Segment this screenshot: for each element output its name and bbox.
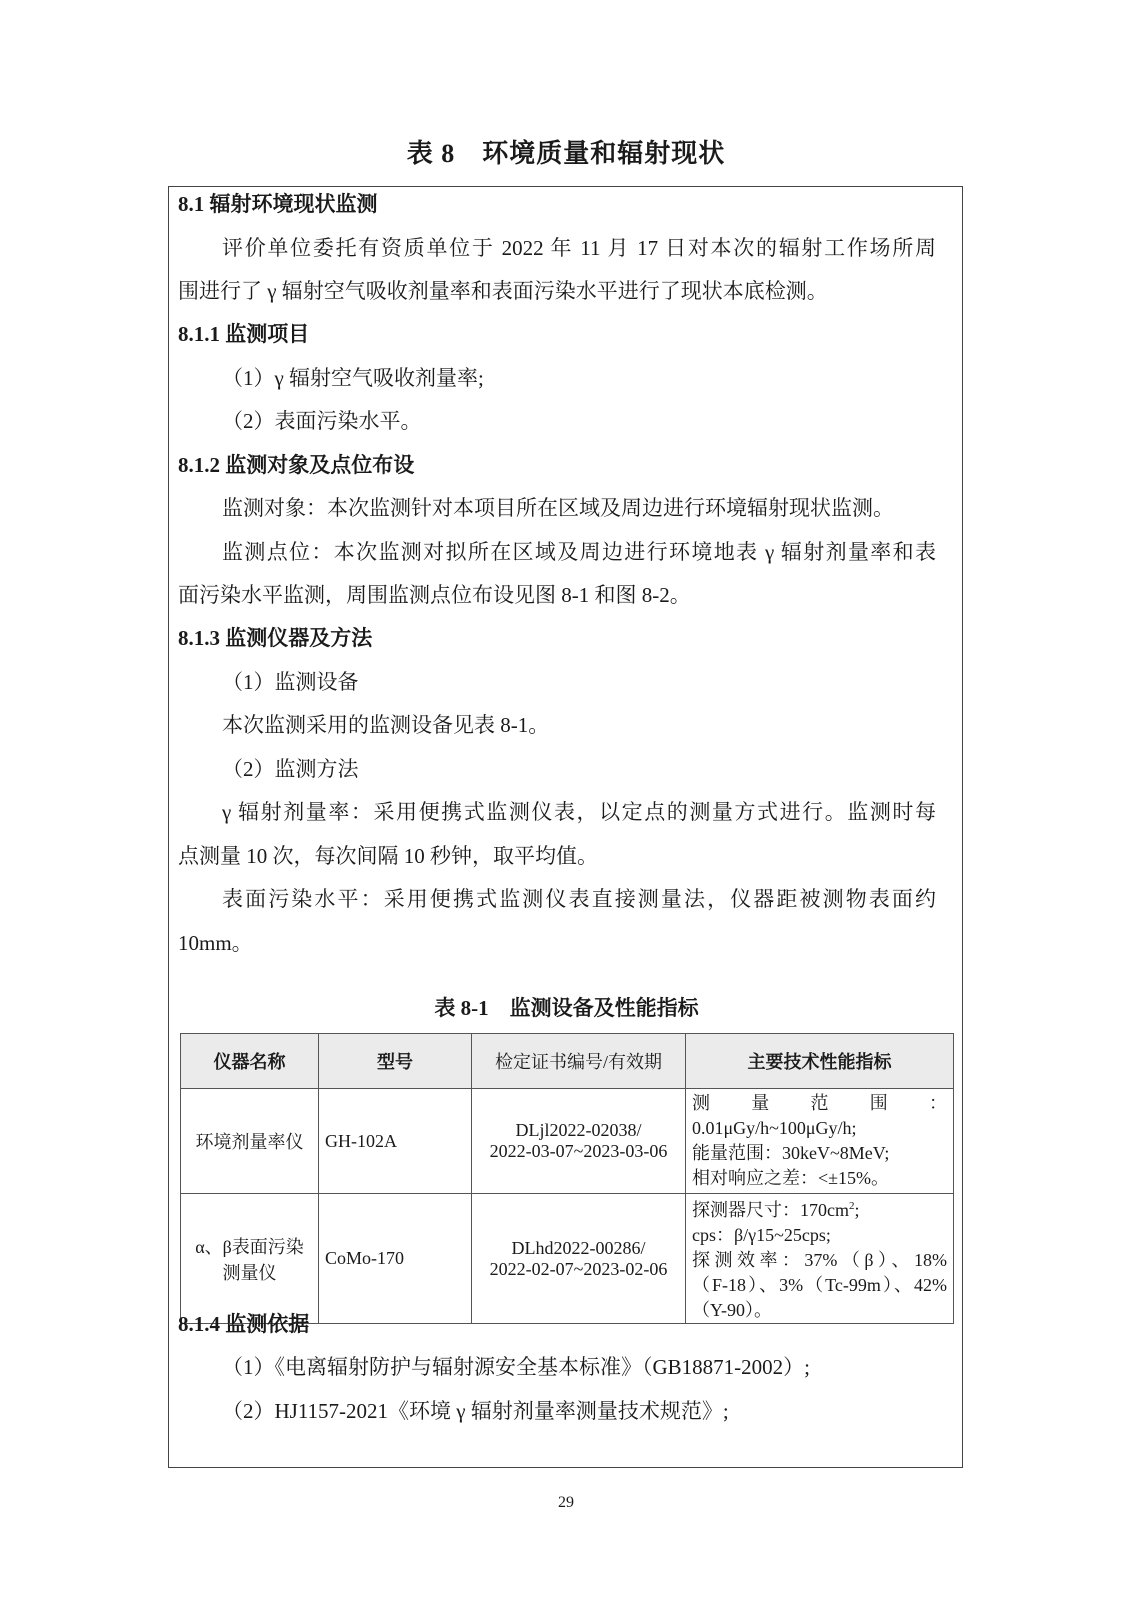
- header-certificate: 检定证书编号/有效期: [472, 1034, 686, 1089]
- spec-line: 0.01μGy/h~100μGy/h;: [692, 1118, 857, 1138]
- s81-paragraph-line-1: 评价单位委托有资质单位于 2022 年 11 月 17 日对本次的辐射工作场所周: [222, 236, 936, 260]
- spec-detector-size: 探测器尺寸：170cm: [692, 1200, 849, 1220]
- cell-model: CoMo-170: [319, 1194, 472, 1324]
- table-row: [181, 1089, 954, 1194]
- instrument-name-line-1: α、β表面污染: [195, 1236, 304, 1257]
- equipment-table: [180, 1033, 954, 1324]
- monitoring-points-line-1: 监测点位：本次监测对拟所在区域及周边进行环境地表 γ 辐射剂量率和表: [222, 540, 936, 564]
- surface-method-line-1: 表面污染水平：采用便携式监测仪表直接测量法，仪器距被测物表面约: [222, 887, 936, 911]
- certificate-number: DLhd2022-00286/: [511, 1237, 646, 1258]
- monitoring-points-line-2: 面污染水平监测，周围监测点位布设见图 8-1 和图 8-2。: [178, 583, 691, 607]
- table-row: [181, 1194, 954, 1324]
- section-8-1-4-heading: 8.1.4 监测依据: [178, 1312, 310, 1336]
- spec-line: 探测效率：37%（β）、18%: [692, 1250, 947, 1270]
- header-performance: 主要技术性能指标: [686, 1034, 954, 1089]
- gamma-method-line-1: γ 辐射剂量率：采用便携式监测仪表，以定点的测量方式进行。监测时每: [222, 800, 936, 824]
- basis-item-2: （2）HJ1157-2021《环境 γ 辐射剂量率测量技术规范》;: [222, 1399, 729, 1423]
- instrument-name-line-2: 测量仪: [222, 1262, 277, 1283]
- spec-line: [692, 1194, 947, 1223]
- equipment-text: 本次监测采用的监测设备见表 8-1。: [222, 713, 550, 737]
- monitoring-object-text: 监测对象：本次监测针对本项目所在区域及周边进行环境辐射现状监测。: [222, 496, 894, 520]
- header-instrument-name: 仪器名称: [181, 1034, 319, 1089]
- cell-performance: [686, 1089, 954, 1194]
- header-model: 型号: [319, 1034, 472, 1089]
- monitoring-item-1: （1）γ 辐射空气吸收剂量率;: [222, 366, 484, 390]
- page-title: 表 8 环境质量和辐射现状: [406, 139, 726, 168]
- cell-instrument-name: [181, 1194, 319, 1324]
- section-8-1-2-heading: 8.1.2 监测对象及点位布设: [178, 453, 415, 477]
- section-8-1-1-heading: 8.1.1 监测项目: [178, 322, 310, 346]
- section-8-1-3-heading: 8.1.3 监测仪器及方法: [178, 626, 373, 650]
- spec-detector-size-end: ;: [854, 1200, 860, 1220]
- spec-line: 相对响应之差：<±15%。: [692, 1168, 890, 1188]
- subheading-method: （2）监测方法: [222, 757, 359, 781]
- content-frame: [168, 186, 963, 1468]
- monitoring-item-2: （2）表面污染水平。: [222, 409, 422, 433]
- cell-performance: [686, 1194, 954, 1324]
- spec-line: （Y-90）。: [692, 1300, 772, 1320]
- gamma-method-line-2: 点测量 10 次，每次间隔 10 秒钟，取平均值。: [178, 844, 598, 868]
- section-8-1-heading: 8.1 辐射环境现状监测: [178, 192, 378, 216]
- spec-line: cps：β/γ15~25cps;: [692, 1225, 831, 1245]
- certificate-validity: 2022-02-07~2023-02-06: [489, 1258, 668, 1279]
- cell-model: GH-102A: [319, 1089, 472, 1194]
- spec-line: 测 量 范 围 ：: [692, 1093, 947, 1113]
- certificate-number: DLjl2022-02038/: [515, 1120, 642, 1140]
- cell-certificate: [472, 1194, 686, 1324]
- table-caption: 表 8-1 监测设备及性能指标: [434, 996, 699, 1020]
- s81-paragraph-line-2: 围进行了 γ 辐射空气吸收剂量率和表面污染水平进行了现状本底检测。: [178, 279, 828, 303]
- table-header-row: [181, 1034, 954, 1089]
- superscript-2: 2: [849, 1200, 855, 1212]
- basis-item-1: （1）《电离辐射防护与辐射源安全基本标准》（GB18871-2002）;: [222, 1355, 810, 1379]
- cell-instrument-name: 环境剂量率仪: [181, 1089, 319, 1194]
- spec-line: （F-18）、3%（Tc-99m）、42%: [692, 1275, 947, 1295]
- cell-certificate: [472, 1089, 686, 1194]
- certificate-validity: 2022-03-07~2023-03-06: [489, 1141, 668, 1161]
- spec-line: 能量范围：30keV~8MeV;: [692, 1143, 890, 1163]
- page-number: 29: [558, 1494, 574, 1511]
- surface-method-line-2: 10mm。: [178, 931, 253, 955]
- subheading-equipment: （1）监测设备: [222, 670, 359, 694]
